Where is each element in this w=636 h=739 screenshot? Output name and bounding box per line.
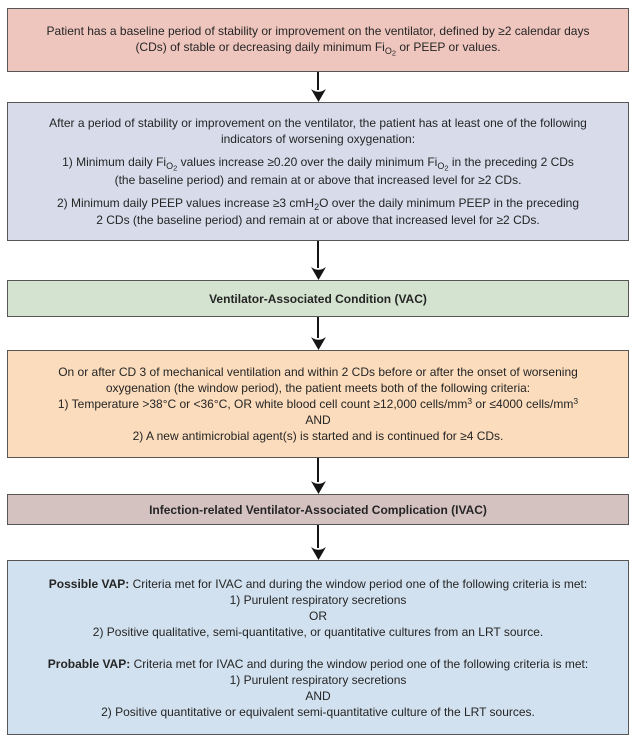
text-segment: 2) Minimum daily PEEP values increase ≥3 cmH	[56, 196, 315, 210]
text-segment: or ≤4000 cells/mm	[472, 397, 574, 411]
superscript-3: 3	[467, 396, 473, 406]
ivac-title: Infection-related Ventilator-Associated Complication (IVAC)	[149, 502, 487, 517]
superscript-3: 3	[573, 396, 579, 406]
ivac-criteria-connector: AND	[305, 413, 331, 427]
worsening-item1-line-1	[8, 154, 628, 172]
subscript-2: 2	[314, 202, 320, 212]
text-segment: O over the daily minimum PEEP in the preceding	[319, 196, 580, 210]
probable-vap-item-2: 2) Positive quantitative or equivalent semi-quantitative culture of the LRT sources.	[101, 704, 535, 719]
worsening-oxygenation-box	[7, 102, 629, 241]
arrow-shaft	[317, 241, 320, 268]
text-segment: or PEEP or values.	[396, 40, 501, 54]
ivac-box	[7, 494, 629, 525]
baseline-line-1: Patient has a baseline period of stability or improvement on the ventilator, defined by ≥2 calendar days	[46, 24, 590, 38]
possible-vap-label: Possible VAP:	[48, 576, 130, 591]
arrow-shaft	[317, 525, 320, 548]
text-segment: (CDs) of stable or decreasing daily minimum Fi	[135, 40, 385, 54]
arrowhead-icon	[311, 547, 326, 560]
vac-box	[7, 280, 629, 317]
ivac-criteria-item-2: 2) A new antimicrobial agent(s) is started and is continued for ≥4 CDs.	[132, 429, 504, 443]
worsening-item2-line-2: 2 CDs (the baseline period) and remain at or above that increased level for ≥2 CDs.	[96, 213, 540, 227]
vap-definitions-box	[7, 560, 629, 735]
arrowhead-icon	[311, 481, 326, 494]
arrow-shaft	[317, 458, 320, 482]
subscript-2: 2	[444, 163, 449, 173]
down-arrow	[0, 458, 636, 494]
arrowhead-icon	[311, 89, 326, 102]
ivac-criteria-line-2: oxygenation (the window period), the patient meets both of the following criteria:	[105, 381, 531, 395]
text-segment: 1) Temperature >38°C or <36°C, OR white blood cell count ≥12,000 cells/mm	[57, 397, 468, 411]
possible-vap-connector: OR	[309, 608, 327, 623]
subscript-o: O	[437, 161, 445, 171]
baseline-stability-box	[7, 8, 629, 72]
text-segment: 1) Minimum daily Fi	[62, 155, 167, 169]
arrowhead-icon	[311, 337, 326, 350]
possible-vap-item-1: 1) Purulent respiratory secretions	[229, 592, 407, 607]
down-arrow	[0, 241, 636, 280]
subscript-o: O	[166, 161, 174, 171]
probable-vap-item-1: 1) Purulent respiratory secretions	[229, 672, 407, 687]
possible-vap-item-2: 2) Positive qualitative, semi-quantitative, or quantitative cultures from an LRT source.	[92, 624, 544, 639]
worsening-item1-line-2: (the baseline period) and remain at or above that increased level for ≥2 CDs.	[114, 173, 522, 187]
arrow-shaft	[317, 317, 320, 338]
down-arrow	[0, 525, 636, 560]
baseline-line-2	[8, 39, 628, 57]
text-segment: Criteria met for IVAC and during the window period one of the following criteria is met:	[130, 656, 589, 671]
text-segment: values increase ≥0.20 over the daily minimum Fi	[177, 155, 438, 169]
down-arrow	[0, 317, 636, 350]
ivac-criteria-box	[7, 350, 629, 458]
subscript-o: O	[384, 46, 392, 56]
subscript-2: 2	[391, 48, 397, 58]
text-segment: in the preceding 2 CDs	[448, 155, 574, 169]
ivac-criteria-line-1: On or after CD 3 of mechanical ventilation and within 2 CDs before or after the onset of worsening	[58, 365, 578, 379]
arrow-shaft	[317, 72, 320, 90]
subscript-2: 2	[173, 163, 178, 173]
ivac-criteria-item-1	[8, 396, 628, 412]
probable-vap-label: Probable VAP:	[47, 656, 131, 671]
probable-vap-connector: AND	[305, 688, 331, 703]
vac-title: Ventilator-Associated Condition (VAC)	[209, 291, 427, 306]
arrowhead-icon	[311, 267, 326, 280]
text-segment: Criteria met for IVAC and during the window period one of the following criteria is met:	[129, 576, 588, 591]
possible-vap-line-1	[8, 576, 628, 592]
worsening-line-1: After a period of stability or improvement on the ventilator, the patient has at least one of the following	[49, 116, 587, 130]
down-arrow	[0, 72, 636, 102]
worsening-line-2: indicators of worsening oxygenation:	[220, 132, 416, 146]
worsening-item2-line-1	[8, 195, 628, 212]
probable-vap-line-1	[8, 656, 628, 672]
